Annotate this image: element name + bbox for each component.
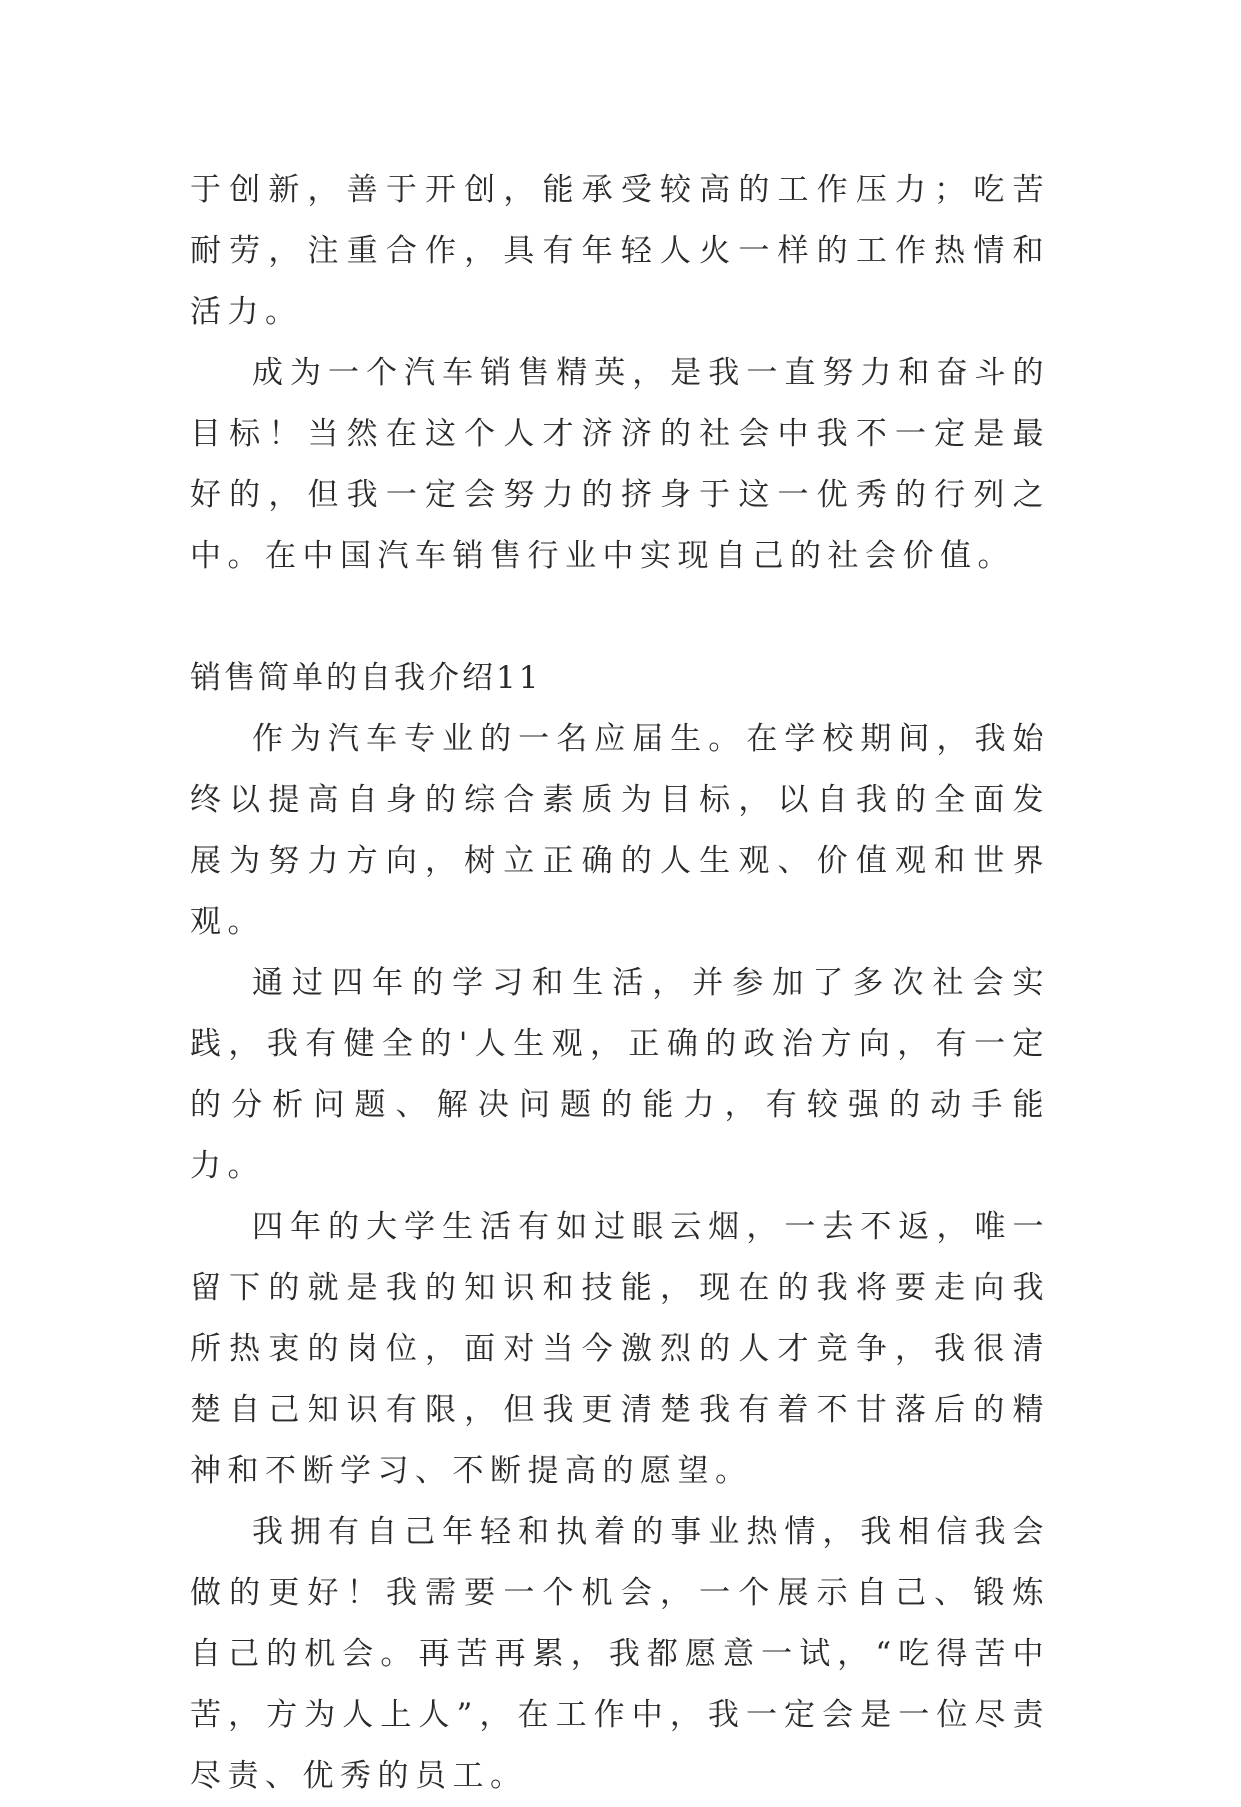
paragraph-study-life: 通过四年的学习和生活，并参加了多次社会实践，我有健全的'人生观，正确的政治方向，有一定的分析问题、解决问题的能力，有较强的动手能力。	[190, 965, 1050, 1184]
continuation-paragraph: 于创新，善于开创，能承受较高的工作压力；吃苦耐劳，注重合作，具有年轻人火一样的工作热情和活力。	[190, 172, 1050, 330]
section-heading: 销售简单的自我介绍11	[190, 660, 542, 696]
paragraph-university: 四年的大学生活有如过眼云烟，一去不返，唯一留下的就是我的知识和技能，现在的我将要走向我所热衷的岗位，面对当今激烈的人才竞争，我很清楚自己知识有限，但我更清楚我有着不甘落后的精神和不断学习、不断提高的愿望。	[190, 1209, 1050, 1489]
document-body	[190, 160, 1050, 1807]
paragraph-enthusiasm: 我拥有自己年轻和执着的事业热情，我相信我会做的更好！我需要一个机会，一个展示自己、锻炼自己的机会。再苦再累，我都愿意一试，“吃得苦中苦，方为人上人”，在工作中，我一定会是一位尽责尽责、优秀的员工。	[190, 1514, 1050, 1794]
goal-paragraph: 成为一个汽车销售精英，是我一直努力和奋斗的目标！当然在这个人才济济的社会中我不一定是最好的，但我一定会努力的挤身于这一优秀的行列之中。在中国汽车销售行业中实现自己的社会价值。	[190, 355, 1050, 574]
paragraph-graduate: 作为汽车专业的一名应届生。在学校期间，我始终以提高自身的综合素质为目标，以自我的全面发展为努力方向，树立正确的人生观、价值观和世界观。	[190, 721, 1050, 940]
